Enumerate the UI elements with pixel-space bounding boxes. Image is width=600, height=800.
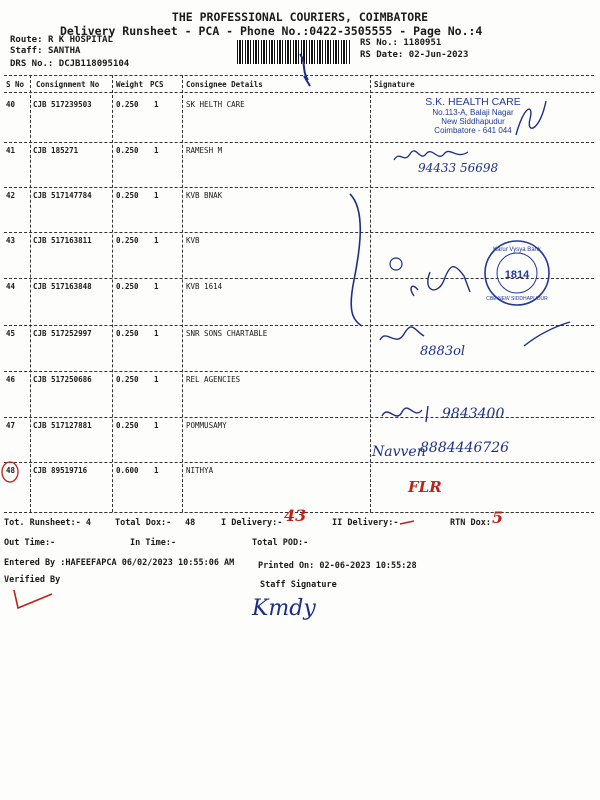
row-weight: 0.250: [116, 282, 139, 291]
in-time: In Time:-: [130, 538, 177, 548]
route-line: [10, 35, 113, 45]
rtn-dox-count: 5: [492, 508, 504, 527]
total-pod: Total POD:-: [252, 538, 309, 548]
company-title: THE PROFESSIONAL COURIERS, COIMBATORE: [171, 10, 429, 24]
row-consignee: POMMUSAMY: [186, 421, 227, 430]
row-sno: 48: [6, 466, 16, 475]
staff-value: SANTHA: [47, 46, 81, 56]
row-weight: 0.250: [116, 329, 139, 338]
kvb-bank-stamp: [482, 238, 552, 308]
col-sno: S No: [6, 80, 25, 89]
staff-label: Staff:: [10, 46, 43, 56]
i-delivery-label: I Delivery:-: [221, 518, 283, 528]
kvb-stamp-code: 1814: [504, 269, 530, 281]
row-pcs: 1: [154, 421, 159, 430]
row-divider: [4, 371, 594, 372]
rs-date-label: RS Date:: [360, 50, 404, 60]
row-consignee: SNR SONS CHARTABLE: [186, 329, 268, 338]
drs-value: DCJB118095104: [58, 59, 130, 69]
verified-by-label: Verified By: [4, 575, 61, 585]
table-header-rule: [4, 92, 594, 93]
row-pcs: 1: [154, 375, 159, 384]
stamp-line1: No.113-A, Balaji Nagar: [432, 108, 514, 117]
stamp-line2: New Siddhapudur: [441, 117, 505, 126]
col-divider: [370, 75, 371, 512]
drs-label: DRS No.:: [10, 59, 54, 69]
row48-name: Navven: [372, 444, 426, 460]
table-top-rule: [4, 75, 594, 76]
runsheet-barcode: [237, 40, 351, 64]
col-weight: Weight: [116, 80, 144, 89]
row-consignee: SK HELTH CARE: [186, 100, 245, 109]
rs-no-value: 1180951: [403, 38, 442, 48]
row-pcs: 1: [154, 282, 159, 291]
rtn-dox-label: RTN Dox:: [450, 518, 491, 528]
stamp-line3: Coimbatore - 641 044: [434, 126, 512, 135]
row41-phone: 94433 56698: [418, 161, 499, 175]
i-delivery-count: 43: [284, 506, 307, 525]
row-weight: 0.250: [116, 191, 139, 200]
row-weight: 0.250: [116, 100, 139, 109]
row-consignee: KVB: [186, 236, 200, 245]
row-weight: 0.250: [116, 375, 139, 384]
kvb-long-signature: [340, 190, 370, 330]
route-value: R K HOSPITAL: [47, 35, 113, 45]
printed-on: Printed On: 02-06-2023 10:55:28: [258, 561, 417, 571]
row47-signature: [378, 402, 438, 426]
row-consignment-no: CJB 517163848: [33, 282, 92, 291]
row-divider: [4, 417, 594, 418]
row-sno: 44: [6, 282, 16, 291]
row-consignee: KVB 1614: [186, 282, 223, 291]
row-weight: 0.250: [116, 146, 139, 155]
row-consignment-no: CJB 517250686: [33, 375, 92, 384]
verified-red-tick: [8, 584, 58, 614]
row-weight: 0.600: [116, 466, 139, 475]
row-sno: 45: [6, 329, 16, 338]
row-pcs: 1: [154, 466, 159, 475]
row47-phone: 9843400: [442, 406, 505, 422]
row48-red-mark: FLR: [408, 478, 442, 496]
row-consignee: RAMESH M: [186, 146, 223, 155]
kvb-stamp-branch: CBE NEW SIDDHAPUDUR: [486, 296, 548, 302]
row-weight: 0.250: [116, 421, 139, 430]
row-consignment-no: CJB 517163811: [33, 236, 92, 245]
rs-date-line: [360, 50, 468, 60]
col-consignment: Consignment No: [36, 80, 100, 89]
row48-circle-mark: [0, 460, 20, 484]
stamp-name: S.K. HEALTH CARE: [425, 96, 521, 108]
row-consignment-no: CJB 517127881: [33, 421, 92, 430]
total-runsheet: Tot. Runsheet:- 4: [4, 518, 91, 528]
row-consignment-no: CJB 89519716: [33, 466, 88, 475]
row-consignment-no: CJB 517147784: [33, 191, 92, 200]
row-pcs: 1: [154, 146, 159, 155]
row-divider: [4, 232, 594, 233]
ii-delivery-dash: [398, 518, 418, 528]
runsheet-subtitle: Delivery Runsheet - PCA - Phone No.:0422-3505555 - Page No.:4: [60, 24, 483, 38]
col-divider: [112, 75, 113, 512]
row-divider: [4, 142, 594, 143]
total-dox-value: 48: [185, 518, 196, 528]
col-divider: [30, 75, 31, 512]
row45-signature: [374, 318, 574, 358]
row-divider: [4, 187, 594, 188]
staff-signature: Kmdy: [252, 596, 316, 621]
row-consignee: REL AGENCIES: [186, 375, 241, 384]
row-sno: 42: [6, 191, 16, 200]
row-sno: 43: [6, 236, 16, 245]
row-consignee: KVB BNAK: [186, 191, 223, 200]
staff-line: [10, 46, 80, 56]
row-consignment-no: CJB 517239503: [33, 100, 92, 109]
row-divider: [4, 462, 594, 463]
drs-line: [10, 59, 129, 69]
col-signature: Signature: [374, 80, 415, 89]
row-pcs: 1: [154, 236, 159, 245]
col-consignee: Consignee Details: [186, 80, 263, 89]
row44-signature: [378, 252, 478, 312]
total-dox-label: Total Dox:-: [115, 518, 172, 528]
out-time: Out Time:-: [4, 538, 56, 548]
row-consignment-no: CJB 185271: [33, 146, 79, 155]
row-weight: 0.250: [116, 236, 139, 245]
row-pcs: 1: [154, 329, 159, 338]
col-divider: [182, 75, 183, 512]
row-pcs: 1: [154, 100, 159, 109]
kvb-stamp-bank: Karur Vysya Bank: [493, 247, 541, 253]
pen-scribble-mark: [296, 50, 316, 90]
row-sno: 47: [6, 421, 16, 430]
row-pcs: 1: [154, 191, 159, 200]
row-consignment-no: CJB 517252997: [33, 329, 92, 338]
rs-date-value: 02-Jun-2023: [408, 50, 469, 60]
row48-phone: 8884446726: [420, 440, 510, 456]
rs-no-label: RS No.:: [360, 38, 398, 48]
route-label: Route:: [10, 35, 43, 45]
sk-signature-scribble: [510, 95, 550, 145]
staff-signature-label: Staff Signature: [260, 580, 337, 590]
row45-phone: 8883ol: [420, 344, 466, 359]
rs-no-line: [360, 38, 441, 48]
col-pcs: PCS: [150, 80, 164, 89]
entered-by: Entered By :HAFEEFAPCA 06/02/2023 10:55:06 AM: [4, 558, 235, 568]
row-sno: 41: [6, 146, 16, 155]
row-consignee: NITHYA: [186, 466, 214, 475]
row-sno: 46: [6, 375, 16, 384]
ii-delivery-label: II Delivery:-: [332, 518, 399, 528]
row-sno: 40: [6, 100, 16, 109]
